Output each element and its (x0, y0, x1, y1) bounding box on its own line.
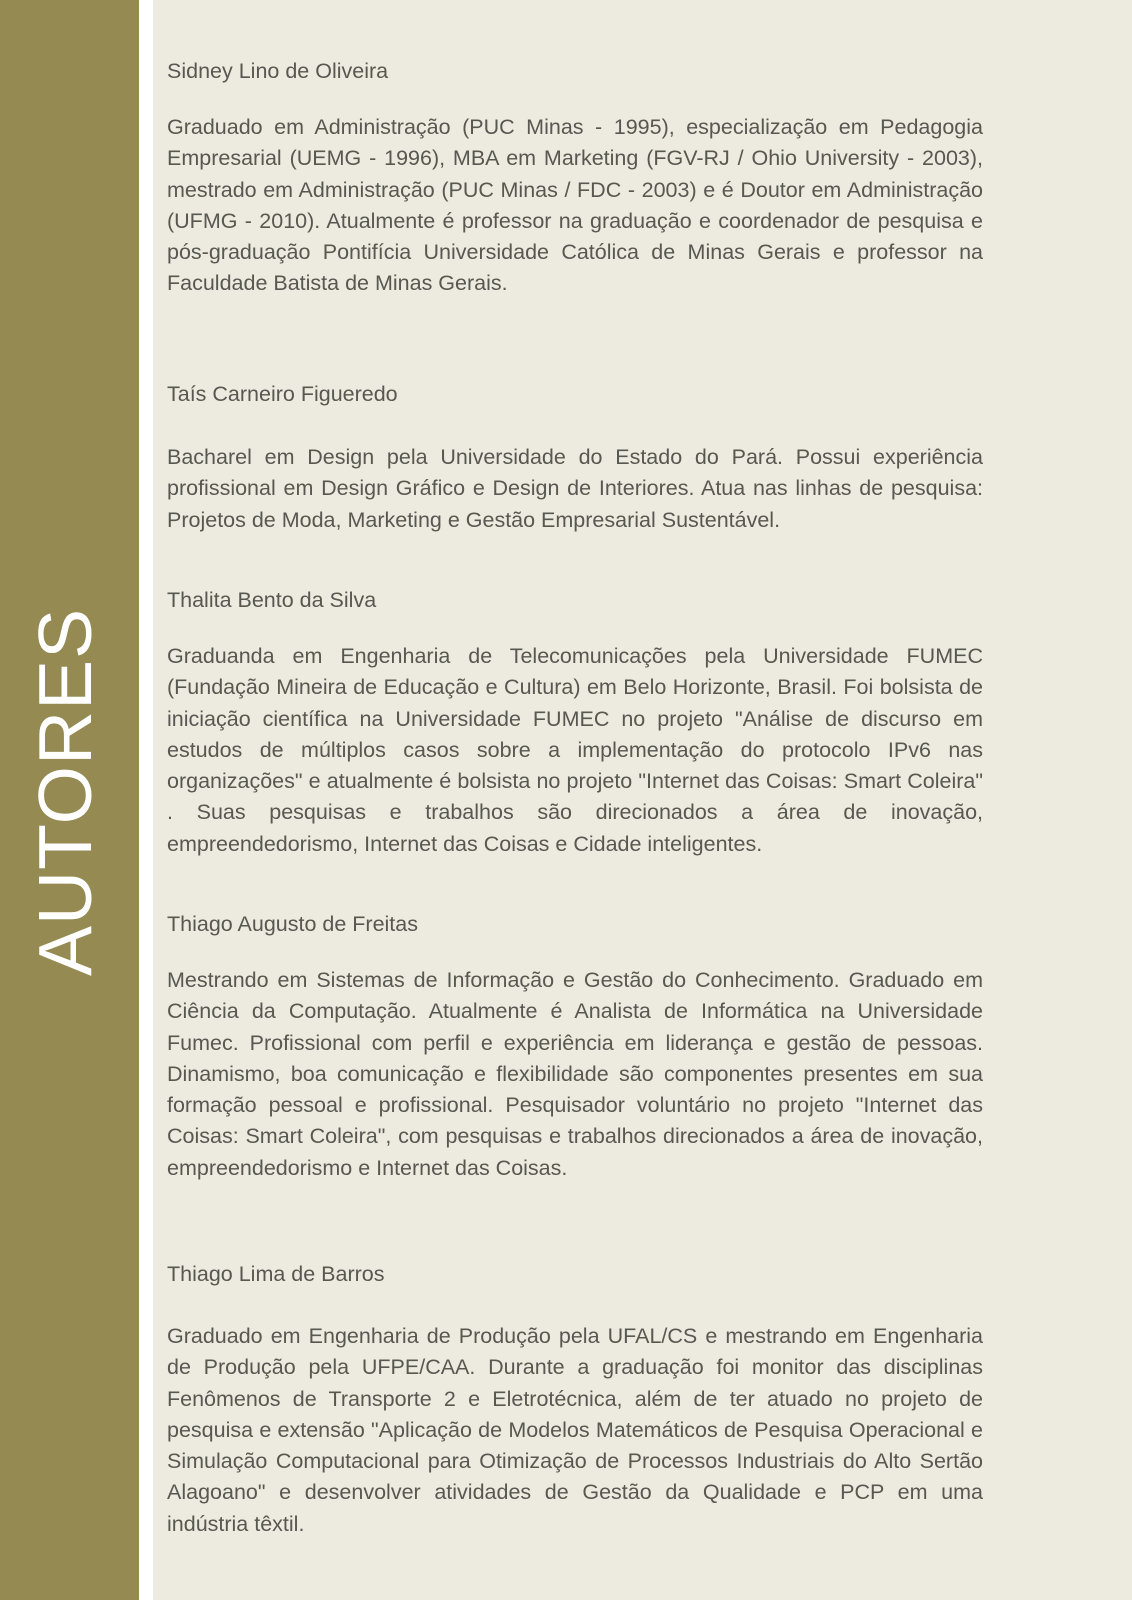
sidebar (0, 0, 139, 1600)
author-entry (167, 58, 983, 300)
author-bio: Bacharel em Design pela Universidade do Estado do Pará. Possui experiência profissional em Design Gráfico e Design de Interiores. Atua nas linhas de pesquisa: Projetos de Moda, Marketing e Gestão Empresarial Sustentável. (167, 445, 983, 532)
author-name: Sidney Lino de Oliveira (167, 59, 389, 83)
author-name: Thiago Lima de Barros (167, 1262, 385, 1286)
authors-content (153, 0, 1132, 1600)
author-bio: Mestrando em Sistemas de Informação e Gestão do Conhecimento. Graduado em Ciência da Computação. Atualmente é Analista de Informática na Universidade Fumec. Profissional com perfil e experiência em liderança e gestão de pessoas. Dinamismo, boa comunicação e flexibilidade são componentes presentes em sua formação pessoal e profissional. Pesquisador voluntário no projeto "Internet das Coisas: Smart Coleira", com pesquisas e trabalhos direcionados a área de inovação, empreendedorismo e Internet das Coisas. (167, 968, 983, 1180)
author-entry (167, 911, 983, 1184)
author-bio: Graduado em Administração (PUC Minas - 1995), especialização em Pedagogia Empresarial (UEMG - 1996), MBA em Marketing (FGV-RJ / Ohio University - 2003), mestrado em Administração (PUC Minas / FDC - 2003) e é Doutor em Administração (UFMG - 2010). Atualmente é professor na graduação e coordenador de pesquisa e pós-graduação Pontifícia Universidade Católica de Minas Gerais e professor na Faculdade Batista de Minas Gerais. (167, 115, 983, 296)
author-entry (167, 381, 983, 536)
section-title: AUTORES (23, 607, 107, 976)
author-bio: Graduado em Engenharia de Produção pela UFAL/CS e mestrando em Engenharia de Produção pela UFPE/CAA. Durante a graduação foi monitor das disciplinas Fenômenos de Transporte 2 e Eletrotécnica, além de ter atuado no projeto de pesquisa e extensão "Aplicação de Modelos Matemáticos de Pesquisa Operacional e Simulação Computacional para Otimização de Processos Industriais do Alto Sertão Alagoano" e desenvolver atividades de Gestão da Qualidade e PCP em uma indústria têxtil. (167, 1324, 983, 1536)
author-entry (167, 587, 983, 860)
author-bio: Graduanda em Engenharia de Telecomunicações pela Universidade FUMEC (Fundação Mineira de Educação e Cultura) em Belo Horizonte, Brasil. Foi bolsista de iniciação científica na Universidade FUMEC no projeto "Análise de discurso em estudos de múltiplos casos sobre a implementação do protocolo IPv6 nas organizações" e atualmente é bolsista no projeto "Internet das Coisas: Smart Coleira" . Suas pesquisas e trabalhos são direcionados a área de inovação, empreendedorismo, Internet das Coisas e Cidade inteligentes. (167, 644, 983, 856)
author-name: Thiago Augusto de Freitas (167, 912, 418, 936)
author-entry (167, 1261, 983, 1540)
author-name: Taís Carneiro Figueredo (167, 382, 398, 406)
author-name: Thalita Bento da Silva (167, 588, 377, 612)
